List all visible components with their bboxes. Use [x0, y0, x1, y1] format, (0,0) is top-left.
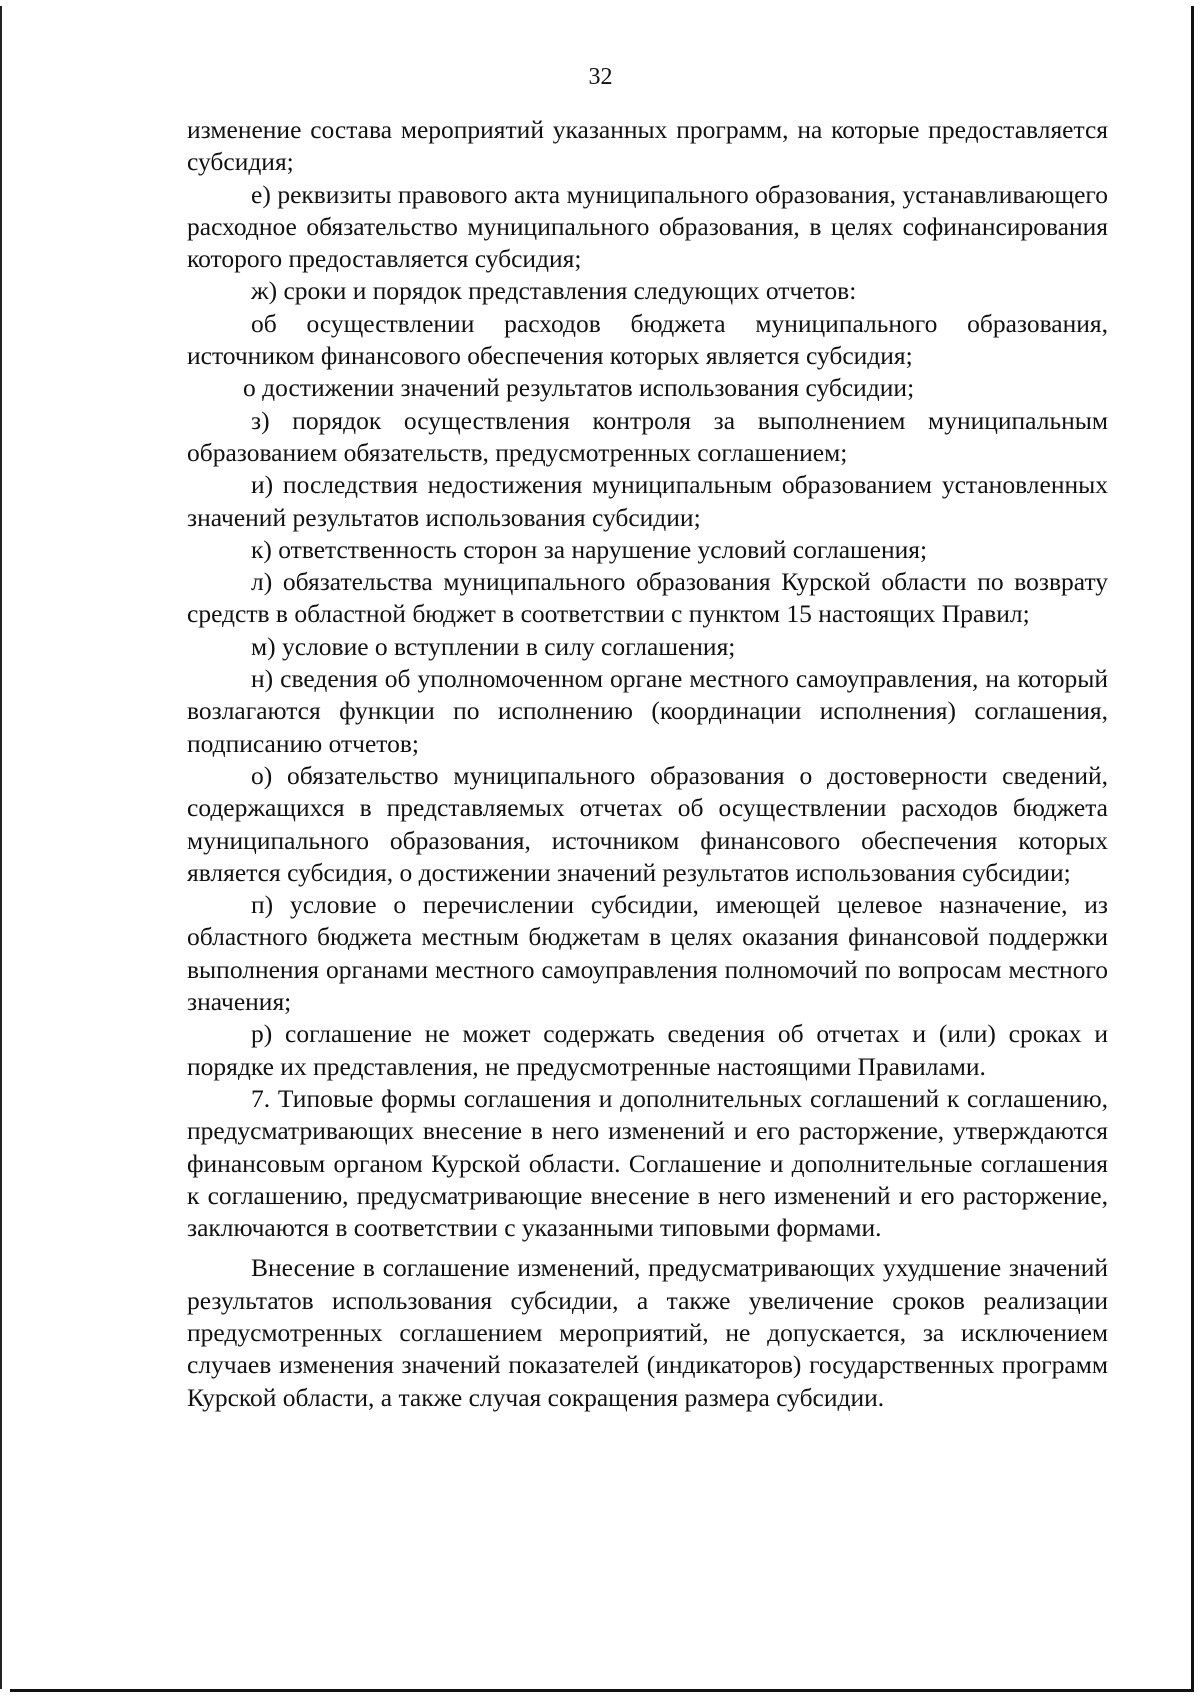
paragraph-item-k: к) ответственность сторон за нарушение условий соглашения; — [251, 534, 928, 564]
paragraph-item-z: з) порядок осуществления контроля за выполнением муниципальным образованием обязательств, предусмотренных соглашением; — [187, 405, 1108, 467]
paragraph-item-e: е) реквизиты правового акта муниципального образования, устанавливающего расходное обязательство муниципального образования, в целях софинансирования которого предоставляется субсидия; — [187, 179, 1108, 274]
paragraph-item-i: и) последствия недостижения муниципальным образованием установленных значений результатов использования субсидии; — [187, 470, 1108, 532]
paragraph-report-results: о достижении значений результатов использования субсидии; — [243, 373, 915, 403]
paragraph-item-o: о) обязательство муниципального образования о достоверности сведений, содержащихся в представляемых отчетах об осуществлении расходов бюджета муниципального образования, источником финансового обеспечения которых является субсидия, о достижении значений результатов использования субсидии; — [187, 760, 1108, 887]
paragraph-item-r: р) соглашение не может содержать сведения об отчетах и (или) сроках и порядке их представления, не предусмотренные настоящими Правилами. — [187, 1019, 1108, 1081]
paragraph-item-l: л) обязательства муниципального образования Курской области по возврату средств в областной бюджет в соответствии с пунктом 15 настоящих Правил; — [187, 567, 1108, 629]
paragraph-continuation: изменение состава мероприятий указанных программ, на которые предоставляется субсидия; — [187, 115, 1108, 177]
document-body — [187, 114, 1108, 1414]
paragraph-item-n: н) сведения об уполномоченном органе местного самоуправления, на который возлагаются функции по исполнению (координации исполнения) соглашения, подписанию отчетов; — [187, 664, 1108, 758]
paragraph-section-7: 7. Типовые формы соглашения и дополнительных соглашений к соглашению, предусматривающих внесение в него изменений и его расторжение, утверждаются финансовым органом Курской области. Соглашение и дополнительные соглашения к соглашению, предусматривающие внесение в него изменений и его расторжение, заключаются в соответствии с указанными типовыми формами. — [187, 1083, 1108, 1243]
paragraph-amendments: Внесение в соглашение изменений, предусматривающих ухудшение значений результатов использования субсидии, а также увеличение сроков реализации предусмотренных соглашением мероприятий, не допускается, за исключением случаев изменения значений показателей (индикаторов) государственных программ Курской области, а также случая сокращения размера субсидии. — [187, 1253, 1108, 1412]
page-number: 32 — [588, 64, 613, 90]
paragraph-item-zh: ж) сроки и порядок представления следующих отчетов: — [251, 276, 857, 306]
paragraph-item-m: м) условие о вступлении в силу соглашения; — [251, 631, 736, 661]
paragraph-report-expenses: об осуществлении расходов бюджета муниципального образования, источником финансового обеспечения которых является субсидия; — [187, 308, 1108, 371]
paragraph-item-p: п) условие о перечислении субсидии, имеющей целевое назначение, из областного бюджета местным бюджетам в целях оказания финансовой поддержки выполнения органами местного самоуправления полномочий по вопросам местного значения; — [187, 890, 1108, 1017]
document-page — [10, 6, 1194, 1692]
